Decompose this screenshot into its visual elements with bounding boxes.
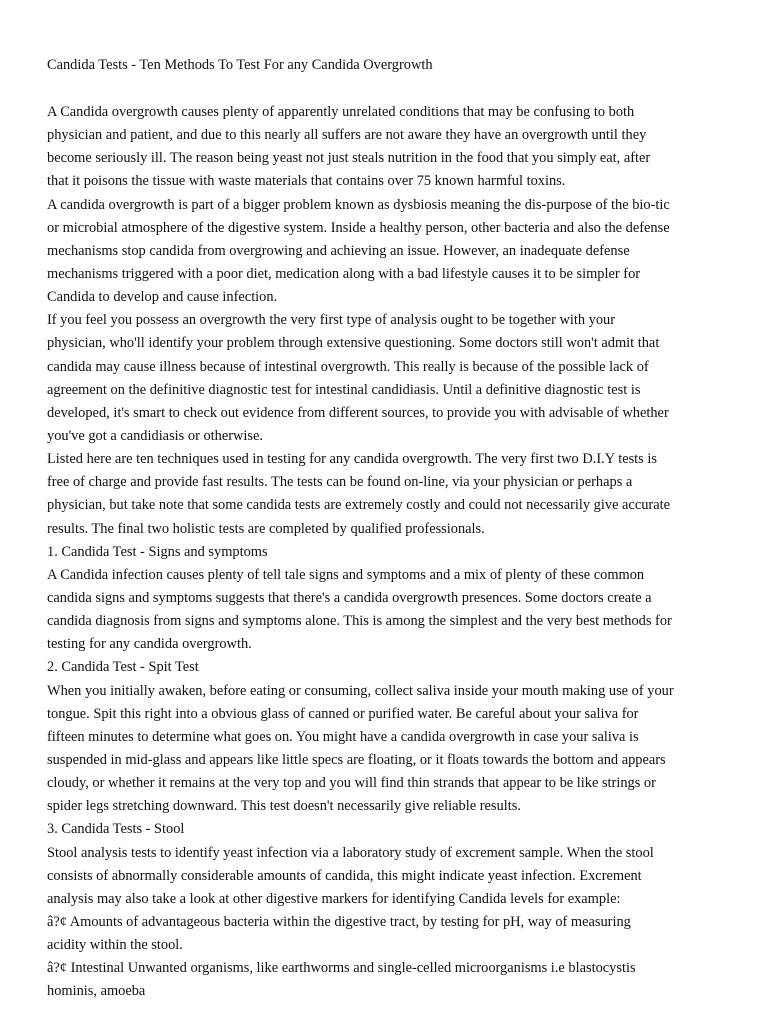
text-line: candida signs and symptoms suggests that there's a candida overgrowth presences. Some doctors create a bbox=[47, 589, 652, 606]
text-line: candida diagnosis from signs and symptoms alone. This is among the simplest and the very best methods for bbox=[47, 613, 672, 630]
text-line: hominis, amoeba bbox=[47, 983, 146, 1000]
text-line: consists of abnormally considerable amounts of candida, this might indicate yeast infection. Excrement bbox=[47, 867, 642, 884]
text-line: mechanisms stop candida from overgrowing and achieving an issue. However, an inadequate defense bbox=[47, 242, 630, 259]
text-line: become seriously ill. The reason being yeast not just steals nutrition in the food that you simply eat, after bbox=[47, 150, 651, 167]
text-line: acidity within the stool. bbox=[47, 937, 183, 954]
text-line: Listed here are ten techniques used in testing for any candida overgrowth. The very first two D.I.Y tests is bbox=[47, 451, 657, 468]
document-title: Candida Tests - Ten Methods To Test For any Candida Overgrowth bbox=[47, 57, 433, 73]
text-line: candida may cause illness because of intestinal overgrowth. This really is because of the possible lack of bbox=[47, 358, 649, 375]
text-line: physician, but take note that some candida tests are extremely costly and could not necessarily give accurate bbox=[47, 497, 670, 514]
text-line: fifteen minutes to determine what goes on. You might have a candida overgrowth in case your saliva is bbox=[47, 728, 639, 745]
text-line: physician, who'll identify your problem through extensive questioning. Some doctors still won't admit that bbox=[47, 335, 660, 352]
section-heading: 2. Candida Test - Spit Test bbox=[47, 659, 199, 676]
text-line: you've got a candidiasis or otherwise. bbox=[47, 427, 264, 444]
text-line: that it poisons the tissue with waste materials that contains over 75 known harmful toxins. bbox=[47, 173, 566, 190]
bullet-line: â?¢ Intestinal Unwanted organisms, like earthworms and single-celled microorganisms i.e blastocystis bbox=[47, 960, 636, 977]
text-line: A candida overgrowth is part of a bigger problem known as dysbiosis meaning the dis-purpose of the bio-tic bbox=[47, 196, 670, 213]
text-line: mechanisms triggered with a poor diet, medication along with a bad lifestyle causes it to be simpler for bbox=[47, 265, 641, 282]
document-body bbox=[47, 101, 737, 1003]
text-line: or microbial atmosphere of the digestive system. Inside a healthy person, other bacteria and also the defense bbox=[47, 219, 670, 236]
text-line: Stool analysis tests to identify yeast infection via a laboratory study of excrement sample. When the stool bbox=[47, 844, 654, 861]
text-line: agreement on the definitive diagnostic test for intestinal candidiasis. Until a definitive diagnostic test is bbox=[47, 381, 641, 398]
text-line: suspended in mid-glass and appears like little specs are floating, or it floats towards the bottom and appears bbox=[47, 751, 666, 768]
text-line: A Candida infection causes plenty of tell tale signs and symptoms and a mix of plenty of these common bbox=[47, 566, 645, 583]
text-line: testing for any candida overgrowth. bbox=[47, 636, 252, 653]
text-line: free of charge and provide fast results. The tests can be found on-line, via your physician or perhaps a bbox=[47, 474, 633, 491]
text-line: When you initially awaken, before eating or consuming, collect saliva inside your mouth making use of your bbox=[47, 682, 674, 699]
text-line: cloudy, or whether it remains at the very top and you will find thin strands that appear to be like strings or bbox=[47, 775, 656, 792]
text-line: analysis may also take a look at other digestive markers for identifying Candida levels for example: bbox=[47, 890, 621, 907]
section-heading: 1. Candida Test - Signs and symptoms bbox=[47, 543, 268, 560]
text-line: Candida to develop and cause infection. bbox=[47, 289, 278, 306]
text-line: tongue. Spit this right into a obvious glass of canned or purified water. Be careful about your saliva for bbox=[47, 705, 639, 722]
text-line: If you feel you possess an overgrowth the very first type of analysis ought to be together with your bbox=[47, 312, 616, 329]
section-heading: 3. Candida Tests - Stool bbox=[47, 821, 185, 838]
bullet-line: â?¢ Amounts of advantageous bacteria within the digestive tract, by testing for pH, way of measuring bbox=[47, 913, 631, 930]
text-line: results. The final two holistic tests are completed by qualified professionals. bbox=[47, 520, 485, 537]
text-line: developed, it's smart to check out evidence from different sources, to provide you with advisable of whether bbox=[47, 404, 669, 421]
text-line: spider legs stretching downward. This test doesn't necessarily give reliable results. bbox=[47, 798, 521, 815]
text-line: A Candida overgrowth causes plenty of apparently unrelated conditions that may be confusing to both bbox=[47, 104, 635, 120]
text-line: physician and patient, and due to this nearly all suffers are not aware they have an overgrowth until they bbox=[47, 127, 647, 144]
